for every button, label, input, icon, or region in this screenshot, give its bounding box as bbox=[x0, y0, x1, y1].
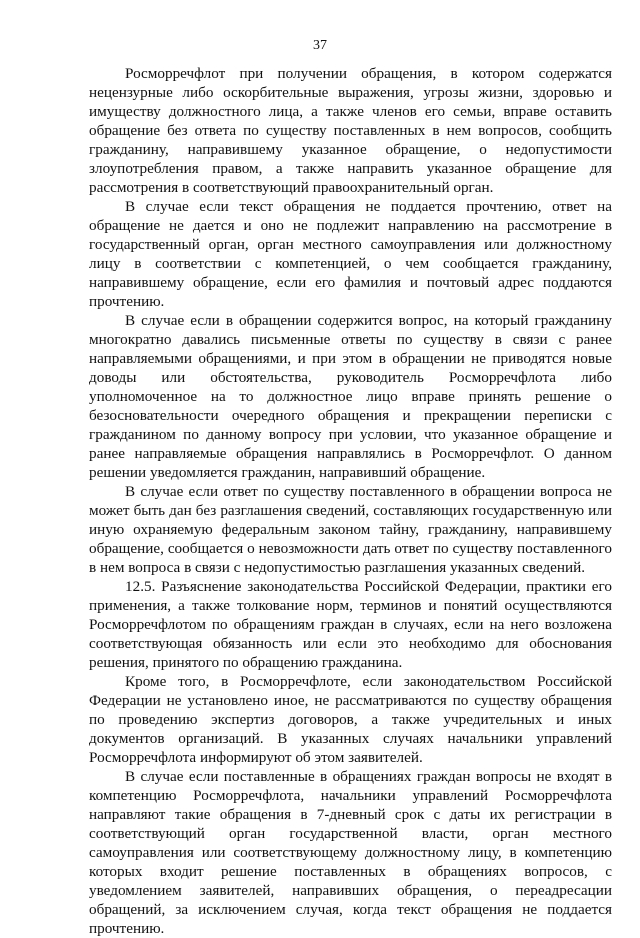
paragraph-expertise-exclusion: Кроме того, в Росморречфлоте, если законодательством Российской Федерации не установлено иное, не рассматриваются по существу обращения по проведению экспертиз договоров, а также учредительных и иных документов организаций. В указанных случаях начальники управлений Росморречфлота информируют об этом заявителей. bbox=[89, 673, 612, 766]
page-number: 37 bbox=[313, 38, 327, 53]
paragraph-repeated-appeals: В случае если в обращении содержится вопрос, на который гражданину многократно давались письменные ответы по существу в связи с ранее направляемыми обращениями, и при этом в обращении не приводятся новые доводы или обстоятельства, руководитель Росморречфлота либо уполномоченное на то должностное лицо вправе принять решение о безосновательности очередного обращения и прекращении переписки с гражданином по данному вопросу при условии, что указанное обращение и ранее направляемые обращения направлялись в Росморречфлот. О данном решении уведомляется гражданин, направивший обращение. bbox=[89, 312, 612, 481]
paragraph-redirection: В случае если поставленные в обращениях граждан вопросы не входят в компетенцию Росморречфлота, начальники управлений Росморречфлота направляют такие обращения в 7-дневный срок с даты их регистрации в соответствующий орган государственной власти, орган местного самоуправления или соответствующему должностному лицу, в компетенцию которых входит решение поставленных в обращениях вопросов, с уведомлением заявителей, направивших обращения, о переадресации обращений, за исключением случая, когда текст обращения не поддается прочтению. bbox=[89, 768, 612, 937]
paragraph-abusive-appeals: Росморречфлот при получении обращения, в котором содержатся нецензурные либо оскорбительные выражения, угрозы жизни, здоровью и имуществу должностного лица, а также членов его семьи, вправе оставить обращение без ответа по существу поставленных в нем вопросов, сообщить гражданину, направившему указанное обращение, о недопустимости злоупотребления правом, а также направить указанное обращение для рассмотрения в соответствующий правоохранительный орган. bbox=[89, 65, 612, 196]
paragraph-section-12-5: 12.5. Разъяснение законодательства Российской Федерации, практики его применения, а также толкование норм, терминов и понятий осуществляются Росморречфлотом по обращениям граждан в случаях, если на него возложена соответствующая обязанность или если это необходимо для обоснования решения, принятого по обращению гражданина. bbox=[89, 578, 612, 671]
paragraph-unreadable-text: В случае если текст обращения не поддается прочтению, ответ на обращение не дается и оно не подлежит направлению на рассмотрение в государственный орган, орган местного самоуправления или должностному лицу в соответствии с компетенцией, о чем сообщается гражданину, направившему обращение, если его фамилия и почтовый адрес поддаются прочтению. bbox=[89, 198, 612, 310]
paragraph-state-secret: В случае если ответ по существу поставленного в обращении вопроса не может быть дан без разглашения сведений, составляющих государственную или иную охраняемую федеральным законом тайну, гражданину, направившему обращение, сообщается о невозможности дать ответ по существу поставленного в нем вопроса в связи с недопустимостью разглашения указанных сведений. bbox=[89, 483, 612, 576]
body-text bbox=[89, 64, 612, 938]
